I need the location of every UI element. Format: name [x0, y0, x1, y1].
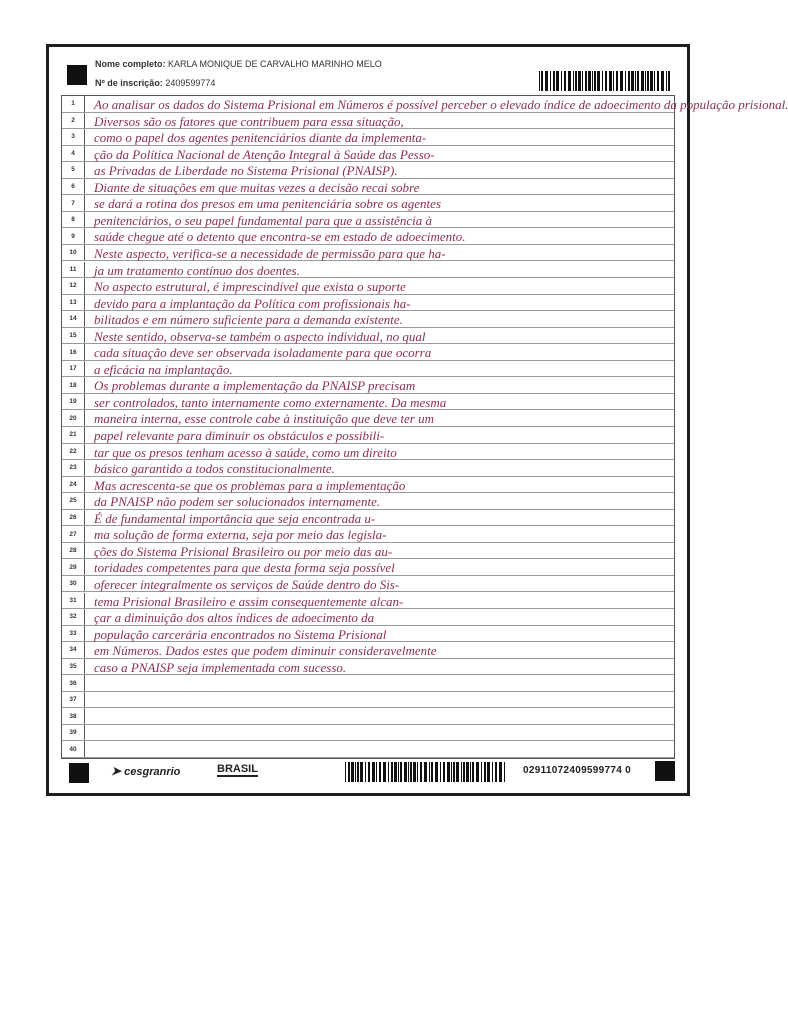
barcode-bar [355, 762, 356, 782]
answer-line [62, 526, 674, 543]
barcode-bar [461, 762, 462, 782]
line-number: 5 [62, 162, 85, 178]
barcode-bar [578, 71, 581, 91]
barcode-bar [597, 71, 600, 91]
line-number: 38 [62, 708, 85, 724]
line-number: 26 [62, 510, 85, 526]
line-number: 35 [62, 659, 85, 675]
barcode-bar [661, 71, 664, 91]
handwritten-text: em Números. Dados estes que podem diminuir consideravelmente [94, 643, 437, 659]
cesgranrio-arrow-icon: ➤ [111, 764, 122, 778]
barcode-bar [504, 762, 505, 782]
barcode-bar [650, 71, 653, 91]
barcode-bar [550, 71, 551, 91]
handwritten-text: ção da Política Nacional de Atenção Integral à Saúde das Pesso- [94, 146, 435, 162]
barcode-bar [476, 762, 479, 782]
answer-line [62, 543, 674, 560]
answer-line [62, 410, 674, 427]
handwritten-text: Os problemas durante a implementação da PNAISP precisam [94, 378, 416, 394]
barcode-bar [413, 762, 416, 782]
line-number: 6 [62, 179, 85, 195]
line-number: 37 [62, 692, 85, 708]
answer-line [62, 328, 674, 345]
line-number: 23 [62, 460, 85, 476]
barcode-bottom [345, 762, 509, 782]
name-field [95, 59, 382, 69]
line-number: 17 [62, 361, 85, 377]
barcode-bar [429, 762, 430, 782]
line-number: 18 [62, 377, 85, 393]
barcode-bar [408, 762, 409, 782]
answer-line [62, 344, 674, 361]
barcode-bar [625, 71, 626, 91]
barcode-bar [666, 71, 667, 91]
barcode-bar [391, 762, 393, 782]
barcode-bar [620, 71, 623, 91]
handwritten-text: a eficácia na implantação. [94, 361, 233, 377]
line-number: 33 [62, 626, 85, 642]
handwritten-text: oferecer integralmente os serviços de Saúde dentro do Sis- [94, 576, 400, 592]
barcode-bar [654, 71, 655, 91]
answer-line [62, 659, 674, 676]
registration-marker-bottom-right [655, 761, 675, 781]
handwritten-text: como o papel dos agentes penitenciários diante da implementa- [94, 130, 427, 146]
barcode-bar [492, 762, 493, 782]
handwritten-text: ja um tratamento contínuo dos doentes. [94, 262, 300, 278]
line-number: 24 [62, 477, 85, 493]
line-number: 20 [62, 410, 85, 426]
answer-line [62, 708, 674, 725]
answer-line [62, 444, 674, 461]
barcode-bar [440, 762, 441, 782]
registration-value: 2409599774 [165, 78, 216, 88]
barcode-bar [539, 71, 540, 91]
barcode-bar [420, 762, 422, 782]
barcode-bar [368, 762, 370, 782]
barcode-bar [605, 71, 607, 91]
answer-line [62, 146, 674, 163]
cesgranrio-logo-text: cesgranrio [124, 766, 181, 778]
line-number: 21 [62, 427, 85, 443]
answer-line [62, 675, 674, 692]
barcode-bar [484, 762, 486, 782]
registration-marker-bottom-left [69, 763, 89, 783]
handwritten-text: as Privadas de Liberdade no Sistema Prisional (PNAISP). [94, 163, 398, 179]
barcode-bar [463, 762, 465, 782]
barcode-bar [553, 71, 555, 91]
barcode-bar [499, 762, 502, 782]
answer-line [62, 179, 674, 196]
barcode-bar [645, 71, 646, 91]
handwritten-text: No aspecto estrutural, é imprescindível que exista o suporte [94, 279, 406, 295]
barcode-bar [616, 71, 618, 91]
barcode-bar [568, 71, 571, 91]
registration-label: Nº de inscrição: [95, 78, 163, 88]
answer-line [62, 262, 674, 279]
answer-grid [61, 95, 788, 759]
line-number: 9 [62, 228, 85, 244]
answer-line [62, 460, 674, 477]
barcode-bar [631, 71, 634, 91]
line-number: 40 [62, 741, 85, 757]
barcode-bar [635, 71, 636, 91]
answer-line [62, 593, 674, 610]
barcode-bar [545, 71, 548, 91]
answer-line [62, 295, 674, 312]
line-number: 39 [62, 725, 85, 741]
barcode-bar [394, 762, 397, 782]
line-number: 22 [62, 444, 85, 460]
line-number: 31 [62, 593, 85, 609]
handwritten-text: toridades competentes para que desta forma seja possível [94, 560, 395, 576]
line-number: 32 [62, 609, 85, 625]
handwritten-text: Mas acrescenta-se que os problemas para a implementação [94, 477, 406, 493]
barcode-bar [472, 762, 474, 782]
barcode-bar [398, 762, 399, 782]
barcode-bar [602, 71, 603, 91]
barcode-bar [443, 762, 445, 782]
answer-line [62, 559, 674, 576]
barcode-bar [466, 762, 469, 782]
barcode-bar [541, 71, 543, 91]
handwritten-text: Diversos são os fatores que contribuem para essa situação, [94, 113, 404, 129]
answer-line [62, 212, 674, 229]
line-number: 7 [62, 195, 85, 211]
barcode-bar [435, 762, 438, 782]
answer-line [62, 245, 674, 262]
barcode-bar [556, 71, 559, 91]
answer-line [62, 477, 674, 494]
answer-line [62, 741, 674, 758]
answer-line [62, 576, 674, 593]
line-number: 1 [62, 96, 85, 112]
line-number: 36 [62, 675, 85, 691]
handwritten-text: ma solução de forma externa, seja por meio das legisla- [94, 527, 387, 543]
answer-line [62, 725, 674, 742]
barcode-bar [451, 762, 452, 782]
handwritten-text [94, 678, 666, 690]
barcode-bar [345, 762, 346, 782]
answer-line [62, 311, 674, 328]
answer-line [62, 427, 674, 444]
cesgranrio-logo [111, 764, 180, 778]
line-number: 3 [62, 129, 85, 145]
answer-line [62, 626, 674, 643]
registration-field [95, 78, 215, 88]
brasil-logo [217, 763, 258, 777]
answer-line [62, 228, 674, 245]
barcode-bar [637, 71, 639, 91]
barcode-bar [372, 762, 375, 782]
line-number: 11 [62, 262, 85, 278]
barcode-bar [668, 71, 670, 91]
handwritten-text: saúde chegue até o detento que encontra-se em estado de adoecimento. [94, 229, 466, 245]
line-number: 34 [62, 642, 85, 658]
barcode-bar [585, 71, 587, 91]
barcode-bar [431, 762, 433, 782]
barcode-bar [657, 71, 659, 91]
answer-line [62, 195, 674, 212]
line-number: 13 [62, 295, 85, 311]
handwritten-text: tema Prisional Brasileiro e assim consequentemente alcan- [94, 593, 404, 609]
answer-line [62, 493, 674, 510]
handwritten-text: básico garantido a todos constitucionalmente. [94, 461, 335, 477]
barcode-bar [376, 762, 377, 782]
barcode-bar [592, 71, 593, 91]
handwritten-text: população carcerária encontrados no Sistema Prisional [94, 626, 387, 642]
barcode-bar [487, 762, 490, 782]
handwritten-text: bilitados e em número suficiente para a demanda existente. [94, 312, 403, 328]
handwritten-text [94, 744, 666, 756]
handwritten-text: ções do Sistema Prisional Brasileiro ou por meio das au- [94, 543, 393, 559]
barcode-top [539, 71, 675, 91]
barcode-bar [447, 762, 450, 782]
line-number: 25 [62, 493, 85, 509]
handwritten-text: çar a diminuição dos altos índices de adoecimento da [94, 610, 375, 626]
handwritten-text: tar que os presos tenham acesso à saúde, como um direito [94, 444, 397, 460]
answer-line [62, 129, 674, 146]
handwritten-text: maneira interna, esse controle cabe à instituição que deve ter um [94, 411, 434, 427]
line-number: 10 [62, 245, 85, 261]
barcode-bar [594, 71, 596, 91]
handwritten-text: se dará a rotina dos presos em uma penitenciária sobre os agentes [94, 196, 442, 212]
line-number: 30 [62, 576, 85, 592]
barcode-bar [575, 71, 577, 91]
barcode-bar [360, 762, 363, 782]
line-number: 16 [62, 344, 85, 360]
barcode-bar [609, 71, 612, 91]
line-number: 28 [62, 543, 85, 559]
barcode-bar [348, 762, 350, 782]
line-number: 27 [62, 526, 85, 542]
barcode-bar [417, 762, 418, 782]
barcode-bar [561, 71, 562, 91]
handwritten-text: da PNAISP não podem ser solucionados internamente. [94, 494, 381, 510]
line-number: 4 [62, 146, 85, 162]
handwritten-text: cada situação deve ser observada isoladamente para que ocorra [94, 345, 432, 361]
barcode-bar [379, 762, 381, 782]
line-number: 12 [62, 278, 85, 294]
handwritten-text: Neste aspecto, verifica-se a necessidade de permissão para que ha- [94, 245, 446, 261]
handwritten-text: É de fundamental importância que seja encontrada u- [94, 510, 376, 526]
barcode-bar [404, 762, 407, 782]
brasil-logo-text: BRASIL [217, 763, 258, 775]
answer-line [62, 113, 674, 130]
answer-line [62, 394, 674, 411]
barcode-bar [628, 71, 630, 91]
barcode-bar [613, 71, 614, 91]
handwritten-text: caso a PNAISP seja implementada com sucesso. [94, 659, 347, 675]
barcode-bar [410, 762, 412, 782]
answer-line [62, 510, 674, 527]
barcode-bar [400, 762, 402, 782]
line-number: 14 [62, 311, 85, 327]
line-number: 19 [62, 394, 85, 410]
line-number: 15 [62, 328, 85, 344]
handwritten-text: devido para a implantação da Política com profissionais ha- [94, 295, 411, 311]
answer-line [62, 361, 674, 378]
barcode-bar [588, 71, 591, 91]
barcode-bar [383, 762, 386, 782]
handwritten-text [94, 695, 666, 707]
barcode-bar [357, 762, 359, 782]
footer-code: 02911072409599774 0 [523, 765, 632, 776]
name-label: Nome completo: [95, 59, 166, 69]
answer-line [62, 96, 788, 113]
handwritten-text [94, 728, 666, 740]
barcode-bar [647, 71, 649, 91]
name-value: KARLA MONIQUE DE CARVALHO MARINHO MELO [168, 59, 382, 69]
handwritten-text [94, 711, 666, 723]
answer-line [62, 377, 674, 394]
answer-sheet [46, 44, 788, 796]
barcode-bar [470, 762, 471, 782]
answer-line [62, 278, 674, 295]
registration-marker-top-left [67, 65, 87, 85]
line-number: 2 [62, 113, 85, 129]
answer-line [62, 642, 674, 659]
barcode-bar [365, 762, 366, 782]
handwritten-text: papel relevante para diminuir os obstáculos e possibili- [94, 428, 385, 443]
answer-line [62, 609, 674, 626]
barcode-bar [641, 71, 644, 91]
barcode-bar [456, 762, 459, 782]
barcode-bar [573, 71, 574, 91]
barcode-bar [388, 762, 389, 782]
barcode-bar [424, 762, 427, 782]
answer-line [62, 692, 674, 709]
handwritten-text: penitenciários, o seu papel fundamental para que a assistência à [94, 212, 432, 228]
line-number: 8 [62, 212, 85, 228]
handwritten-text: Neste sentido, observa-se também o aspecto individual, no qual [94, 328, 426, 344]
barcode-bar [453, 762, 455, 782]
barcode-bar [351, 762, 354, 782]
line-number: 29 [62, 559, 85, 575]
barcode-bar [481, 762, 482, 782]
barcode-bar [564, 71, 566, 91]
handwritten-text: Diante de situações em que muitas vezes a decisão recai sobre [94, 179, 420, 195]
answer-line [62, 162, 674, 179]
barcode-bar [495, 762, 497, 782]
handwritten-text: Ao analisar os dados do Sistema Prisional em Números é possível perceber o elevado índice de adoecimento da população prisional. [94, 97, 788, 112]
barcode-bar [582, 71, 583, 91]
handwritten-text: ser controlados, tanto internamente como externamente. Da mesma [94, 394, 447, 410]
